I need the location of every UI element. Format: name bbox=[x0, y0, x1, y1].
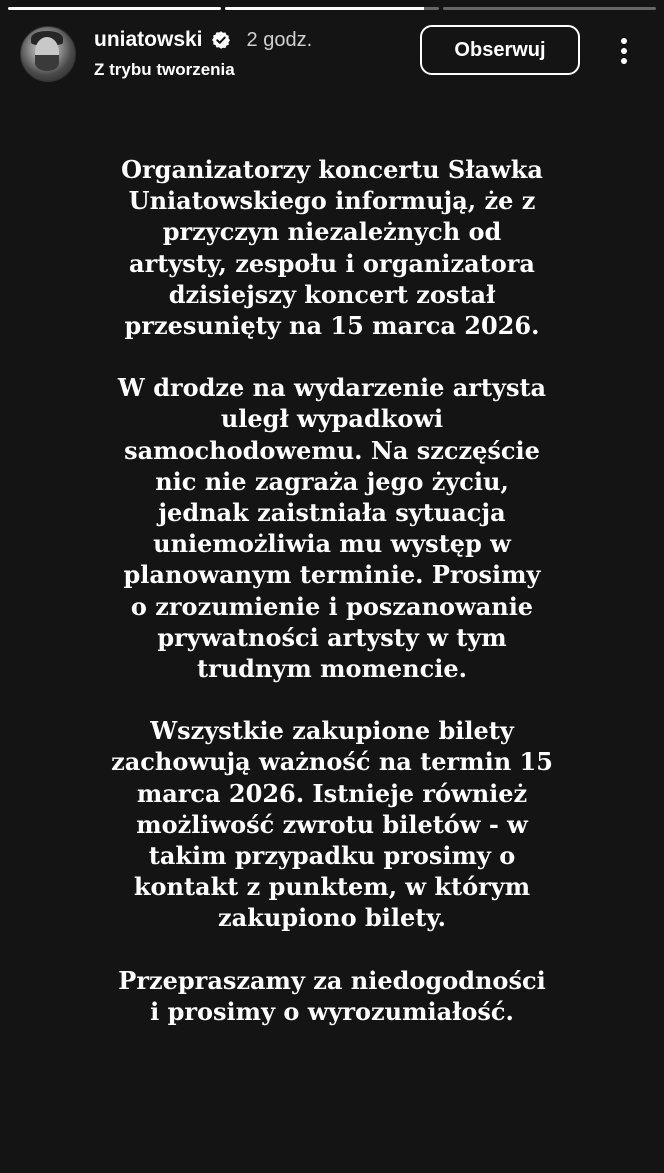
progress-segment-2 bbox=[225, 7, 438, 10]
story-paragraph-2: W drodze na wydarzenie artysta uległ wypadkowi samochodowemu. Na szczęście nic nie zagraża jego życiu, jednak zaistniała sytuacja uniemożliwia mu występ w planowanym terminie. Prosimy o zrozumienie i poszanowanie prywatności artysty w tym trudnym momencie. bbox=[117, 373, 547, 684]
story-paragraph-1: Organizatorzy koncertu Sławka Uniatowskiego informują, że z przyczyn niezależnych od artysty, zespołu i organizatora dzisiejszy koncert został przesunięty na 15 marca 2026. bbox=[121, 155, 543, 341]
post-time: 2 godz. bbox=[246, 28, 313, 51]
story-paragraph-4: Przepraszamy za niedogodności i prosimy o wyrozumiałość. bbox=[118, 965, 546, 1026]
verified-badge-icon bbox=[211, 30, 231, 50]
story-source-label[interactable]: Z trybu tworzenia bbox=[94, 60, 235, 79]
progress-segment-3 bbox=[443, 7, 656, 10]
follow-button[interactable]: Obserwuj bbox=[420, 25, 580, 75]
story-progress-bar bbox=[8, 7, 656, 10]
more-vertical-icon[interactable] bbox=[612, 34, 636, 68]
username-link[interactable]: uniatowski bbox=[94, 28, 203, 51]
progress-fill-1 bbox=[8, 7, 221, 10]
story-header bbox=[20, 22, 644, 84]
progress-segment-1 bbox=[8, 7, 221, 10]
user-line bbox=[94, 28, 312, 52]
story-text-content bbox=[60, 154, 604, 1058]
progress-fill-2 bbox=[225, 7, 423, 10]
avatar-beard bbox=[35, 55, 59, 71]
story-paragraph-3: Wszystkie zakupione bilety zachowują ważność na termin 15 marca 2026. Istnieje również możliwość zwrotu biletów - w takim przypadku prosimy o kontakt z punktem, w którym zakupiono bilety. bbox=[111, 716, 553, 933]
avatar[interactable] bbox=[20, 26, 76, 82]
